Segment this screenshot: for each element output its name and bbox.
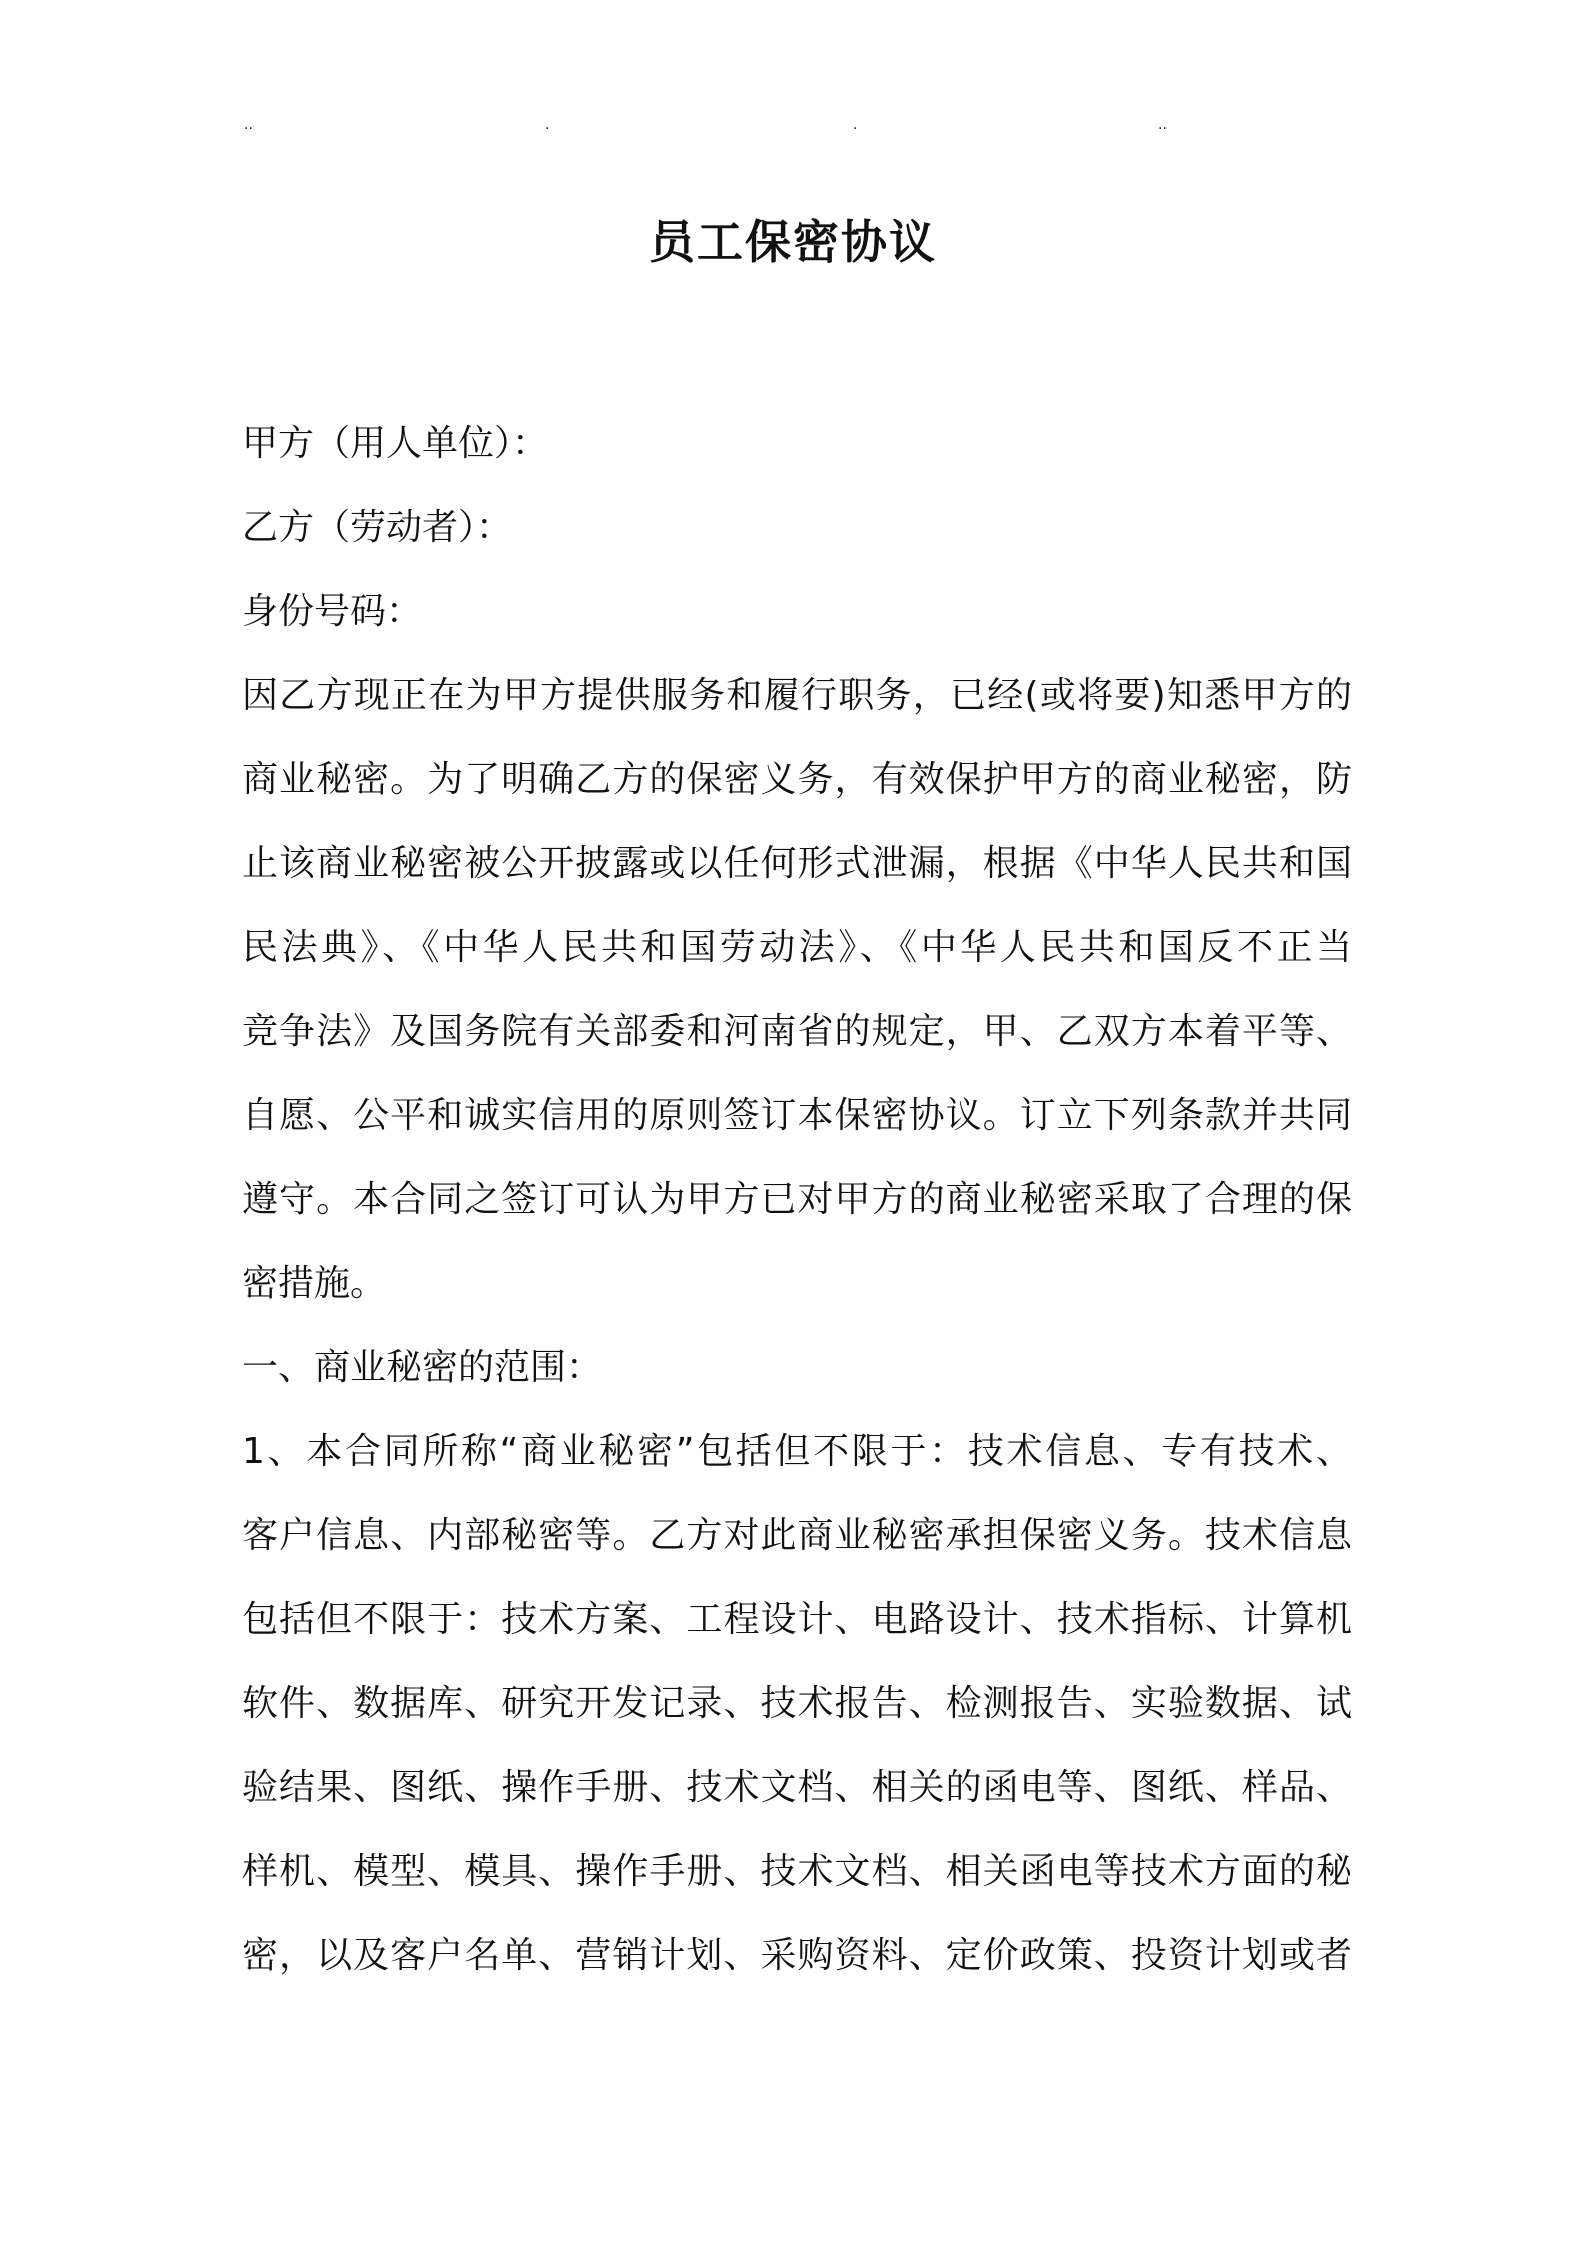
clause-line: 密，以及客户名单、营销计划、采购资料、定价政策、投资计划或者	[242, 1935, 1352, 1976]
clause-line: 验结果、图纸、操作手册、技术文档、相关的函电等、图纸、样品、	[242, 1767, 1352, 1808]
header-mark: .	[853, 117, 858, 133]
clause-line: 客户信息、内部秘密等。乙方对此商业秘密承担保密义务。技术信息	[242, 1515, 1352, 1556]
party-a-field: 甲方（用人单位）：	[242, 423, 549, 464]
preamble-line: 自愿、公平和诚实信用的原则签订本保密协议。订立下列条款并共同	[242, 1095, 1352, 1136]
clause-line: 包括但不限于：技术方案、工程设计、电路设计、技术指标、计算机	[242, 1599, 1352, 1640]
id-number-field: 身份号码：	[242, 591, 423, 632]
header-marks	[0, 118, 1586, 138]
preamble-line: 商业秘密。为了明确乙方的保密义务，有效保护甲方的商业秘密，防	[242, 759, 1352, 800]
preamble-line: 民法典》、《中华人民共和国劳动法》、《中华人民共和国反不正当	[242, 927, 1352, 968]
preamble-line: 因乙方现正在为甲方提供服务和履行职务，已经(或将要)知悉甲方的	[242, 675, 1352, 716]
clause-line: 1、本合同所称“商业秘密”包括但不限于：技术信息、专有技术、	[242, 1431, 1352, 1472]
header-mark: ..	[244, 117, 253, 133]
document-title: 员工保密协议	[649, 215, 937, 269]
clause-line: 样机、模型、模具、操作手册、技术文档、相关函电等技术方面的秘	[242, 1851, 1352, 1892]
clause-line: 软件、数据库、研究开发记录、技术报告、检测报告、实验数据、试	[242, 1683, 1352, 1724]
preamble-line: 竞争法》及国务院有关部委和河南省的规定，甲、乙双方本着平等、	[242, 1011, 1352, 1052]
party-b-field: 乙方（劳动者）：	[242, 507, 513, 548]
header-mark: ..	[1158, 117, 1167, 133]
header-mark: .	[545, 117, 550, 133]
preamble-line: 密措施。	[242, 1263, 387, 1304]
section-heading: 一、商业秘密的范围：	[242, 1347, 603, 1388]
document-body	[242, 402, 1352, 1998]
preamble-line: 遵守。本合同之签订可认为甲方已对甲方的商业秘密采取了合理的保	[242, 1179, 1352, 1220]
preamble-line: 止该商业秘密被公开披露或以任何形式泄漏，根据《中华人民共和国	[242, 843, 1352, 884]
